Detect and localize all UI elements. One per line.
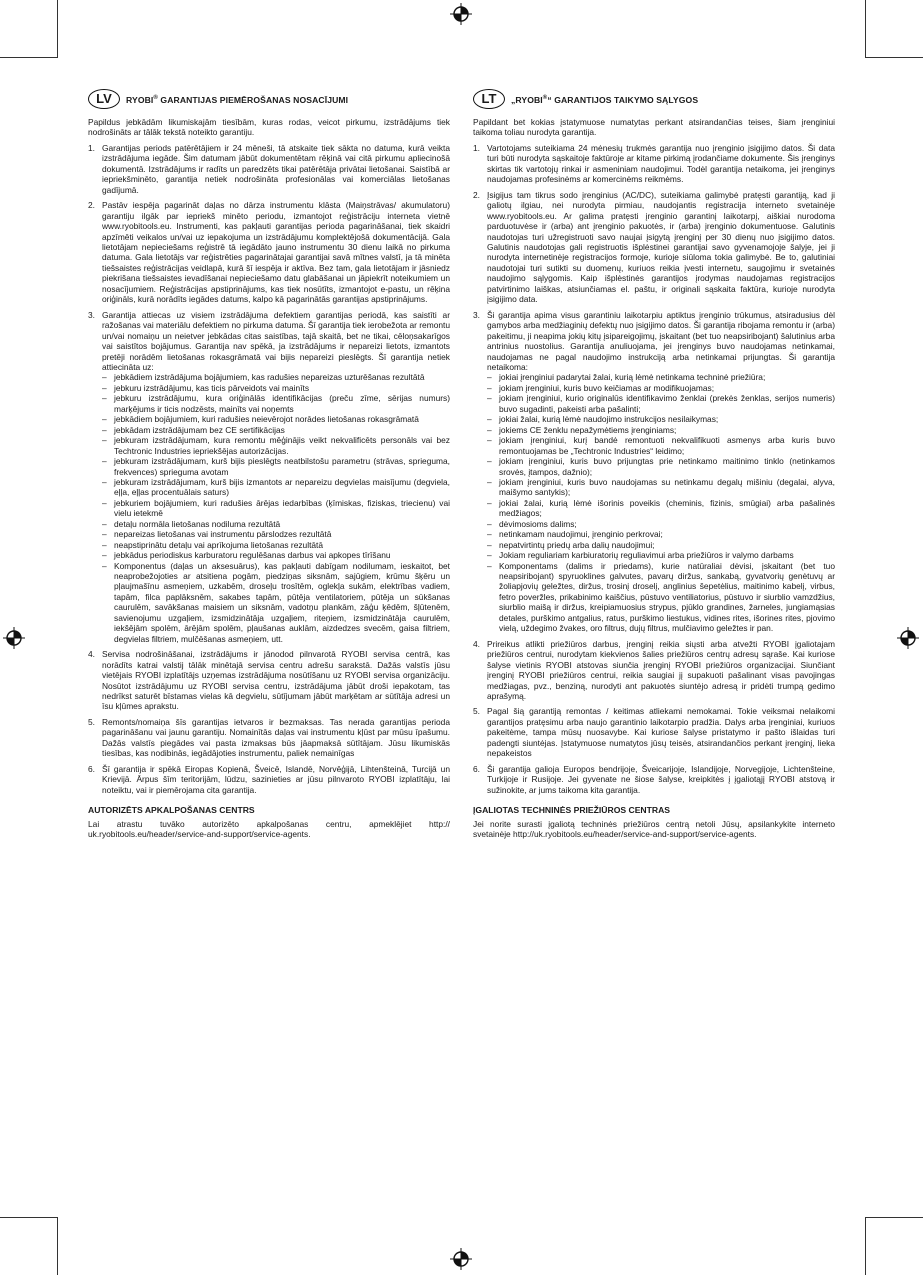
dash-bullet: – [487, 382, 492, 393]
dash-bullet: – [487, 476, 492, 487]
dash-bullet: – [102, 518, 107, 529]
exclusion-text: jebkuram izstrādājumam, kura remontu mēģinājis veikt nekvalificēts personāls vai bez Techtronic Industries iepriekšējas autorizācijas. [114, 435, 450, 456]
exclusions-list [102, 372, 450, 644]
dash-bullet: – [487, 456, 492, 467]
crop-mark [57, 0, 58, 58]
exclusion-text: jebkuriem bojājumiem, kuri radušies ārējas iedarbības (ķīmiskas, fiziskas, triecienu) vai vielu ietekmē [114, 497, 450, 519]
list-item [88, 200, 450, 305]
list-item [473, 190, 835, 305]
exclusion-text: jokiam įrenginiui, kuris buvo naudojamas su netinkamu degalų mišiniu (degalai, alyva, maišymo santykis); [499, 476, 835, 498]
exclusion-item [487, 498, 835, 519]
item-number: 1. [473, 142, 480, 153]
exclusion-text: Komponentams (dalims ir priedams), kurie natūraliai dėvisi, įskaitant (bet tuo neapsiribojant) spyruoklines galvutes, pavarų diržus, sankabą, gyvatvorių genėtuvų ar žoliapjovių geležtes, diržus, trosinį droselį, anglinius šepetėlius, maitinimo kabelį, virbus, fetro poveržles, prikabinimo kaiščius, pūstuvo ventiliatorius, pūstuvo ir siurblio vamzdžius, siurblio maišą ir diržus, kreipiamuosius strypus, pjūklo grandines, žarneles, jungiamąsias detales, purškimo antgalius, ratus, purškimo liestukus, vidines rites, išorines rites, pjovimo vielą, uždegimo žvakes, oro filtrus, dujų filtrus, mulčiavimo geležtes ir pan. [499, 560, 835, 634]
exclusion-text: nepareizas lietošanas vai instrumentu pārslodzes rezultātā [114, 529, 332, 540]
dash-bullet: – [102, 424, 107, 435]
dash-bullet: – [102, 414, 107, 425]
dash-bullet: – [487, 518, 492, 529]
item-number: 3. [88, 309, 95, 320]
exclusion-item [102, 550, 450, 560]
crop-mark [0, 1217, 58, 1218]
exclusion-item [102, 425, 450, 435]
exclusions-list [487, 372, 835, 633]
exclusion-item [487, 540, 835, 550]
intro-paragraph: Papildus jebkādām likumiskajām tiesībām, kuras rodas, veicot pirkumu, izstrādājums tiek nodrošināts ar tālāk tekstā noteikto garantiju. [88, 117, 450, 138]
dash-bullet: – [487, 372, 492, 383]
exclusion-text: jebkādam izstrādājumam bez CE sertifikācijas [114, 424, 285, 435]
dash-bullet: – [487, 414, 492, 425]
exclusion-item [102, 540, 450, 550]
exclusion-item [102, 561, 450, 645]
section-title: „RYOBI®“ GARANTIJOS TAIKYMO SĄLYGOS [511, 94, 699, 105]
lt-column [473, 88, 835, 844]
crop-mark [865, 1217, 923, 1218]
list-item [473, 639, 835, 702]
exclusion-text: dėvimosioms dalims; [499, 518, 577, 529]
item-number: 4. [88, 649, 95, 660]
exclusion-item [487, 561, 835, 634]
lv-column [88, 88, 450, 844]
exclusion-item [487, 372, 835, 382]
item-number: 6. [473, 763, 480, 774]
registration-mark-icon [3, 627, 25, 649]
exclusion-text: jebkuru izstrādājumu, kura oriģinālās identifikācijas (preču zīme, sērijas numurs) marķējums ir ticis nodzēsts, mainīts vai noņemts [114, 393, 450, 414]
dash-bullet: – [102, 476, 107, 487]
exclusion-text: jebkādiem izstrādājuma bojājumiem, kas radušies nepareizas uzturēšanas rezultātā [114, 372, 425, 383]
service-centre-text: Lai atrastu tuvāko autorizēto apkalpošanas centru, apmeklējiet http:// uk.ryobitools.eu/header/service-and-support/service-agents. [88, 818, 450, 839]
dash-bullet: – [102, 372, 107, 383]
warranty-terms-list [473, 143, 835, 795]
exclusion-text: jebkādus periodiskus karburatoru regulēšanas darbus vai apkopes tīrīšanu [114, 550, 391, 561]
crop-mark [0, 57, 58, 58]
service-centre-heading: ĮGALIOTAS TECHNINĖS PRIEŽIŪROS CENTRAS [473, 805, 671, 816]
list-item [473, 764, 835, 795]
item-text: Servisa nodrošināšanai, izstrādājums ir jānodod pilnvarotā RYOBI servisa centrā, kas norādīts katrai valstij tālāk minētajā servisa centru adrešu sarakstā. Dažās valstīs jūsu vietējais RYOBI izplatītājs uzņemas izstrādājuma nosūtīšanu uz RYOBI servisa organizāciju. Nosūtot izstrādājumu uz RYOBI servisa centru, izstrādājuma jābūt droši iepakotam, tas nedrīkst saturēt bīstamas vielas kā degvielu, sūtījumam jābūt marķētam ar sūtītāja adresi un īsu kļūmes aprakstu. [102, 649, 450, 712]
dash-bullet: – [102, 560, 107, 571]
exclusion-text: jokiam įrenginiui, kurio originalūs identifikavimo ženklai (prekės ženklas, serijos numeris) buvo sugadinti, pakeisti arba pašalinti; [499, 393, 835, 414]
dash-bullet: – [102, 456, 107, 467]
item-text: Ši garantija apima visus garantiniu laikotarpiu aptiktus įrenginio trūkumus, atsiradusius dėl gamybos arba medžiaginių defektų nuo įsigijimo datos. Ši garantija ribojama remontu ir (arba) pakeitimu, ji neapima jokių kitų įsipareigojimų, įskaitant (bet tuo neapsiribojant) šalutinius arba antrinius nuostolius. Garantija anuliuojama, jei įrenginys buvo naudojamas netinkamai, naudojamas ne pagal naudojimo instrukciją arba netinkamai prijungtas. Ši garantija netaikoma: [487, 309, 835, 372]
exclusion-item [102, 393, 450, 414]
exclusion-text: nepatvirtintų priedų arba dalių naudojimui; [499, 539, 655, 550]
dash-bullet: – [102, 529, 107, 540]
exclusion-item [487, 383, 835, 393]
item-text: Įsigijus tam tikrus sodo įrenginius (AC/DC), suteikiama galimybė pratęsti garantiją, kad ji galiotų ilgiau, nei nurodyta pirmiau, naudojantis registracija interneto svetainėje www.ryobitools.eu. Ar galima pratęsti įrenginio garantinį laikotarpį, aiškiai nurodoma parduotuvėse ir (arba) ant įrenginio pakuotės, ir (arba) įrenginio dokumentuose. Galutinis naudotojas turi užregistruoti savo naujai įsigytą įrenginį per 30 dienų nuo įsigijimo datos. Galutinis naudotojas gali registruotis išplėstinei garantijai savo gyvenamojoje šalyje, jei ji nurodyta internetinėje registracijos formoje, kurioje siūloma tokia galimybė. Be to, galutiniai naudotojai turi sutikti su duomenų, kuriuos reikia įvesti internetu, saugojimu ir svetainės naudojimo sąlygomis. Kaip išplėstinės garantijos įrodymas naudojamas registracijos patvirtinimo laiškas, atsiunčiamas el. paštu, ir originali sąskaita faktūra, kurioje nurodyta įsigijimo data. [487, 189, 835, 305]
exclusion-text: jokiai žalai, kurią lėmė išorinis poveikis (cheminis, fizinis, smūgiai) arba pašalinės medžiagos; [499, 497, 835, 519]
item-number: 5. [88, 716, 95, 727]
item-number: 5. [473, 706, 480, 717]
dash-bullet: – [102, 393, 107, 404]
exclusion-text: jebkuru izstrādājumu, kas ticis pārveidots vai mainīts [114, 382, 310, 393]
item-number: 3. [473, 309, 480, 320]
exclusion-text: jokiems CE ženklu nepažymėtiems įrenginiams; [499, 424, 677, 435]
item-number: 4. [473, 638, 480, 649]
item-text: Ši garantija galioja Europos bendrijoje, Šveicarijoje, Islandijoje, Norvegijoje, Lichtenšteine, Turkijoje ir Rusijoje. Jei gyvenate ne šiose šalyse, kreipkitės į įgaliotąjį RYOBI atstovą ir sužinokite, ar jums taikoma kita garantija. [487, 763, 835, 795]
list-item [88, 310, 450, 645]
exclusion-text: Komponentus (daļas un aksesuārus), kas pakļauti dabīgam nodilumam, ieskaitot, bet neaprobežojoties ar atsitiena pogām, piedziņas siksnām, sajūgiem, krūmu šķēru un pļaujmašīnu asmeņiem, uzkabēm, droseļu trosītēm, oglekļa sukām, elektrības vadiem, tapām, filca paplāksnēm, sakabes tapām, pūtēja ventilatoriem, pūtēja un sūkšanas caurulēm, savākšanas maisiem un siksnām, vadotņu plankām, zāģu ķēdēm, šļūtenēm, savienojumu uzgaļiem, izsmidzinātāja uzgaļiem, riteņiem, izsmidzinātāja caurulēm, iekšējām spolēm, ārējām spolēm, pļaušanas auklām, aizdedzes svecēm, gaisa filtriem, degvielas filtriem, mulčēšanas asmeņiem, utt. [114, 560, 450, 644]
exclusion-item [102, 414, 450, 424]
exclusion-text: jokiam įrenginiui, kuris buvo prijungtas prie netinkamo maitinimo tinklo (netinkamos srovės, įtampos, dažnio); [499, 456, 835, 477]
crop-mark [865, 0, 866, 58]
exclusion-item [487, 456, 835, 477]
dash-bullet: – [487, 435, 492, 446]
exclusion-item [487, 529, 835, 539]
exclusion-item [487, 519, 835, 529]
exclusion-item [487, 477, 835, 498]
exclusion-text: Jokiam reguliariam karbiuratorių reguliavimui arba priežiūros ir valymo darbams [499, 550, 794, 561]
exclusion-item [102, 456, 450, 477]
dash-bullet: – [487, 529, 492, 540]
exclusion-text: jebkuram izstrādājumam, kurš bijis pieslēgts neatbilstošu parametru (strāvas, sprieguma, frekvences) sprieguma avotam [114, 456, 450, 477]
list-item [473, 143, 835, 185]
dash-bullet: – [487, 424, 492, 435]
crop-mark [865, 57, 923, 58]
exclusion-text: netinkamam naudojimui, įrenginio perkrovai; [499, 529, 663, 540]
list-item [88, 143, 450, 195]
dash-bullet: – [487, 393, 492, 404]
service-centre-heading: AUTORIZĒTS APKALPOŠANAS CENTRS [88, 805, 255, 816]
item-text: Garantija attiecas uz visiem izstrādājuma defektiem garantijas periodā, kas saistīti ar ražošanas vai materiālu defektiem no pirkuma datuma. Šī garantija tiek ierobežota ar remontu un/vai nomaiņu un neietver jebkādas citas saistības, tajā skaitā, bet ne tikai, cēloņsakarīgos vai saistītos bojājumus. Garantija nav spēkā, ja izstrādājums ir nepareizi lietots, izmantots pretēji norādēm lietošanas rokasgrāmatā vai bijis nepareizi pieslēgts. Šī garantija netiek attiecināta uz: [102, 309, 450, 372]
exclusion-item [102, 529, 450, 539]
language-code-badge: LV [88, 89, 120, 109]
lv-header [88, 88, 450, 110]
exclusion-item [102, 477, 450, 498]
dash-bullet: – [487, 560, 492, 571]
dash-bullet: – [487, 497, 492, 508]
item-text: Remonts/nomaiņa šīs garantijas ietvaros ir bezmaksas. Tas nerada garantijas perioda pagarināšanu vai jaunu garantiju. Nomainītās daļas vai instrumentu kļūst par mūsu īpašumu. Dažās valstīs piegādes vai pasta izmaksas būs jāapmaksā sūtītājam. Jūsu likumiskās tiesības, kas nodibinās, iegādājoties instrumentu, paliek nemainīgas [102, 716, 450, 759]
item-text: Pagal šią garantiją remontas / keitimas atliekami nemokamai. Tokie veiksmai nelaikomi garantijos pratęsimu arba naujo garantinio laikotarpio pradžia. Dalys arba įrenginiai, kuriuos pakeitėme, tampa mūsų nuosavybe. Kai kuriose šalyse pristatymo ir pašto išlaidas turi padengti siuntėjas. Įstatymuose numatytos jūsų teisės, atsirandančios perkant įrenginį, lieka nepakeistos [487, 706, 835, 759]
item-text: Prireikus atlikti priežiūros darbus, įrenginį reikia siųsti arba atvežti RYOBI įgaliotajam priežiūros centrui, nurodytam kiekvienos šalies priežiūros centrų adresų sąraše. Kai kuriose šalyse vietinis RYOBI atstovas siunčia įrenginį RYOBI priežiūros organizacijai. Siunčiant įrenginį RYOBI priežiūros centrui, reikia saugiai jį supakuoti pašalinant visas pavojingas medžiagas, pvz., benziną, nurodyti ant pakuotės siuntėjo adresą ir pridėti trumpą gedimo aprašymą. [487, 638, 835, 702]
dash-bullet: – [487, 539, 492, 550]
item-text: Garantijas periods patērētājiem ir 24 mēneši, tā atskaite tiek sākta no datuma, kurā veikta izstrādājuma iegāde. Šim datumam jābūt dokumentētam rēķinā vai citā pirkumu apliecinošā dokumentā. Izstrādājums ir radīts un paredzēts tikai patērētāja privātai lietošanai. Saistībā ar iepriekšminēto, garantija netiek nodrošināta profesionālas vai komerciālas lietošanas gadījumā. [102, 142, 450, 195]
exclusion-item [102, 435, 450, 456]
dash-bullet: – [102, 497, 107, 508]
list-item [88, 717, 450, 759]
dash-bullet: – [102, 539, 107, 550]
item-number: 2. [88, 200, 95, 211]
item-number: 2. [473, 189, 480, 200]
exclusion-text: jebkādiem bojājumiem, kuri radušies neievērojot norādes lietošanas rokasgrāmatā [114, 414, 419, 425]
item-text: Pastāv iespēja pagarināt daļas no dārza instrumentu klāsta (Maiņstrāvas/ akumulatoru) garantiju ilgāk par iepriekš minēto periodu, izmantojot reģistrāciju interneta vietnē www.ryobitools.eu. Instrumenti, kas pakļauti garantijas perioda pagarināšanai, tiek skaidri apzīmēti veikalos un/vai uz iepakojuma un izstrādājumu komplektējošā dokumentācijā. Gala lietotājam nepieciešams reģistrē tā iegādāto jauno instrumentu 30 dienu laikā no pirkuma datuma. Gala lietotājs var reģistrēties pagarinātajai garantijai savā mītnes valstī, ja tā minēta tiešsaistes reģistrācijas veidlapā, kurā šī iespēja ir aktīva. Bez tam, gala lietotājam ir jāsniedz piekrišana tiešsaistes ievadīšanai nepieciešamo datu glabāšanai un jāpiekrīt noteikumiem un nosacījumiem. Reģistrācijas apstiprinājums, kas tiek nosūtīts, izmantojot e-pastu, un rēķina oriģināls, kurā norādīts iegādes datums, kalpo kā pagarinātās garantijas apstiprinājums. [102, 200, 450, 305]
registration-mark-icon [897, 627, 919, 649]
exclusion-text: jokiai žalai, kurią lėmė naudojimo instrukcijos nesilaikymas; [499, 414, 719, 425]
warranty-terms-list [88, 143, 450, 795]
exclusion-text: neapstiprinātu detaļu vai aprīkojuma lietošanas rezultātā [114, 539, 324, 550]
intro-paragraph: Papildant bet kokias įstatymuose numatytas perkant atsirandančias teises, šiam įrenginiui taikoma toliau nurodyta garantija. [473, 117, 835, 138]
exclusion-item [487, 435, 835, 456]
lt-header [473, 88, 835, 110]
exclusion-text: jokiam įrenginiui, kurį bandė remontuoti nekvalifikuoti asmenys arba kuris buvo remontuojamas be „Techtronic Industries“ leidimo; [499, 435, 835, 456]
exclusion-text: jebkuram izstrādājumam, kurš bijis izmantots ar nepareizu degvielas maisījumu (degviela, eļļa, eļļas procentuālais saturs) [114, 476, 450, 498]
item-text: Vartotojams suteikiama 24 mėnesių trukmės garantija nuo įrenginio įsigijimo datos. Ši data turi būti nurodyta sąskaitoje faktūroje ar kitame pirkimą įrodančiame dokumente. Šis įrenginys skirtas tik vartotojų rinkai ir asmeniniam naudojimui. Todėl garantija netaikoma, jei įrenginys naudojamas profesinėms ar komercinėms reikmėms. [487, 142, 835, 185]
exclusion-text: jokiam įrenginiui, kuris buvo keičiamas ar modifikuojamas; [499, 382, 715, 393]
item-number: 6. [88, 763, 95, 774]
crop-mark [57, 1217, 58, 1275]
registration-mark-icon [450, 3, 472, 25]
list-item [473, 310, 835, 634]
crop-mark [865, 1217, 866, 1275]
registration-mark-icon [450, 1248, 472, 1270]
dash-bullet: – [487, 550, 492, 561]
list-item [88, 764, 450, 795]
exclusion-item [102, 498, 450, 519]
exclusion-item [487, 550, 835, 560]
exclusion-text: detaļu normāla lietošanas nodiluma rezultātā [114, 518, 281, 529]
language-code-badge: LT [473, 89, 505, 109]
dash-bullet: – [102, 435, 107, 446]
dash-bullet: – [102, 550, 107, 561]
exclusion-item [102, 372, 450, 382]
item-text: Šī garantija ir spēkā Eiropas Kopienā, Šveicē, Islandē, Norvēģijā, Lihtenšteinā, Turcijā un Krievijā. Ārpus šīm teritorijām, lūdzu, sazinieties ar jūsu pilnvaroto RYOBI izplatītāju, lai noteiktu, vai ir piemērojama cita garantija. [102, 763, 450, 795]
section-title: RYOBI® GARANTIJAS PIEMĒROŠANAS NOSACĪJUMI [126, 94, 349, 105]
list-item [88, 649, 450, 712]
exclusion-item [487, 414, 835, 424]
dash-bullet: – [102, 382, 107, 393]
list-item [473, 706, 835, 758]
exclusion-item [102, 383, 450, 393]
exclusion-item [487, 425, 835, 435]
service-centre-text: Jei norite surasti įgaliotą techninės priežiūros centrą netoli Jūsų, apsilankykite interneto svetainėje http://uk.ryobitools.eu/header/service-and-support/service-agents. [473, 818, 835, 839]
exclusion-item [487, 393, 835, 414]
item-number: 1. [88, 142, 95, 153]
exclusion-text: jokiai įrenginiui padarytai žalai, kurią lėmė netinkama techninė priežiūra; [499, 372, 766, 383]
exclusion-item [102, 519, 450, 529]
